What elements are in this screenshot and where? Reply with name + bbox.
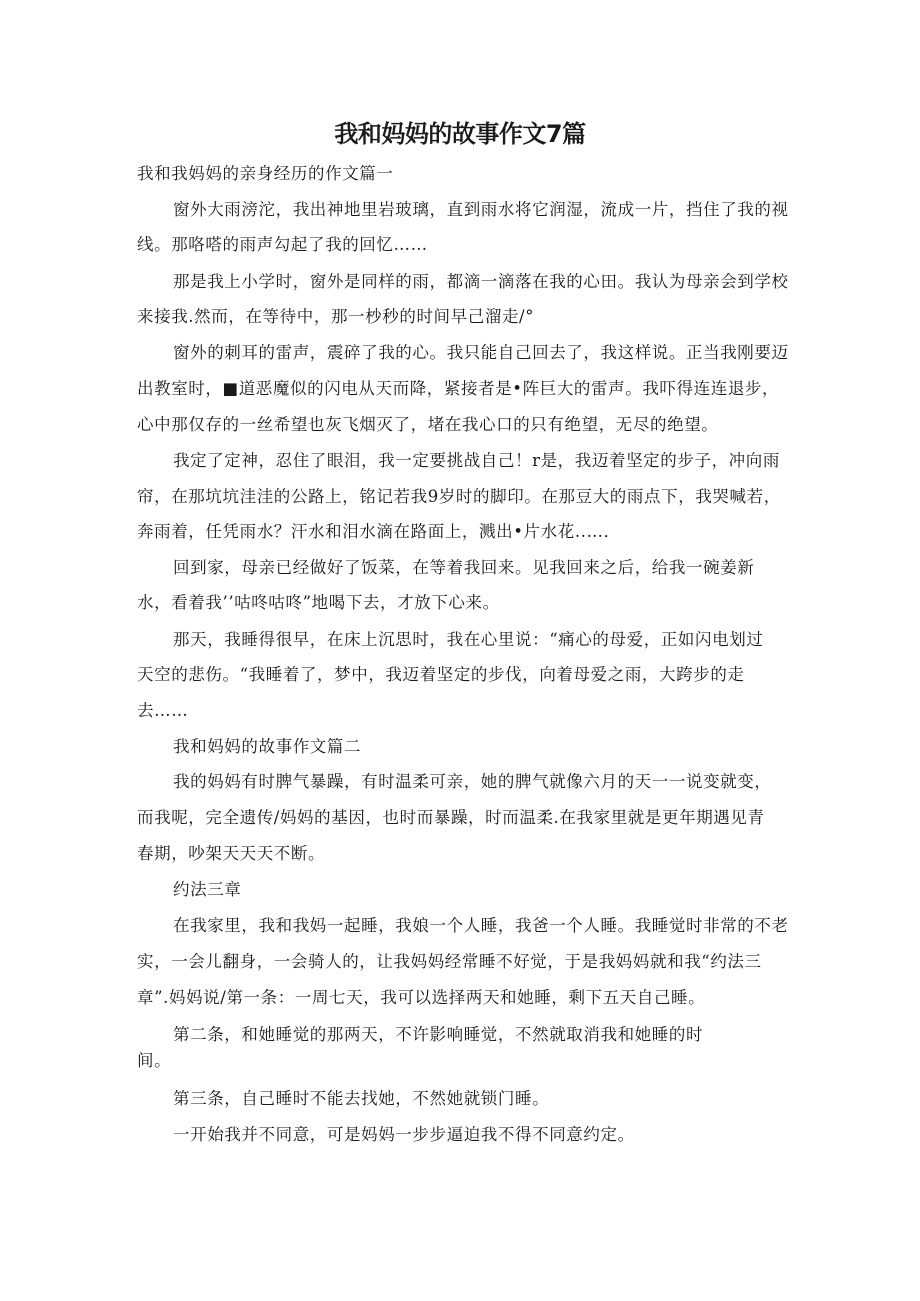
paragraph-line: 那是我上小学时，窗外是同样的雨，都滴一滴落在我的心田。我认为母亲会到学校 bbox=[173, 272, 789, 291]
section-heading-2: 我和妈妈的故事作文篇二 bbox=[173, 737, 362, 756]
paragraph-line: 水，看着我’’咕咚咕咚”地喝下去，才放下心来。 bbox=[137, 593, 500, 612]
paragraph-line: 那天，我睡得很早，在床上沉思时，我在心里说：“痛心的母爱，正如闪电划过 bbox=[173, 630, 764, 649]
paragraph-line: 来接我.然而，在等待中，那一杪秒的时间早己溜走/° bbox=[137, 307, 535, 326]
paragraph-line: 一开始我并不同意，可是妈妈一步步逼迫我不得不同意约定。 bbox=[173, 1125, 635, 1144]
paragraph-line: 天空的悲伤。“我睡着了，梦中，我迈着坚定的步伐，向着母爱之雨，大跨步的走 bbox=[137, 665, 745, 684]
paragraph-line: 奔雨着，任凭雨水？汗水和泪水滴在路面上，溅出•片水花..…． bbox=[137, 522, 621, 541]
document-title: 我和妈妈的故事作文7篇 bbox=[334, 120, 586, 148]
paragraph-line: 去…… bbox=[137, 701, 189, 720]
subsection-heading: 约法三章 bbox=[173, 880, 242, 899]
paragraph-line: 回到家，母亲已经做好了饭菜，在等着我回来。见我回来之后，给我一碗姜新 bbox=[173, 558, 755, 577]
paragraph-line: 在我家里，我和我妈一起睡，我娘一个人睡，我爸一个人睡。我睡觉时非常的不老 bbox=[173, 916, 789, 935]
paragraph-line: 心中那仅存的一丝希望也灰飞烟灭了，堵在我心口的只有绝望，无尽的绝望。 bbox=[137, 415, 719, 434]
paragraph-line: 帘，在那坑坑洼洼的公路上，铭记若我9岁时的脚印。在那豆大的雨点下，我哭喊若， bbox=[137, 487, 781, 506]
paragraph-line: 我定了定神，忍住了眼泪，我一定要挑战自己！r是，我迈着坚定的步子，冲向雨 bbox=[173, 451, 780, 470]
paragraph-line: 而我呢，完全遗传/妈妈的基因，也时而暴躁，时而温柔.在我家里就是更年期遇见青 bbox=[137, 808, 765, 827]
paragraph-line: 线。那咯嗒的雨声勾起了我的回忆…… bbox=[137, 235, 428, 254]
paragraph-line: 春期，吵架天天天不断。 bbox=[137, 844, 326, 863]
paragraph-line: 章”.妈妈说/第一条：一周七天，我可以选择两天和她睡，剩下五天自己睡。 bbox=[137, 988, 706, 1007]
paragraph-line: 第二条，和她睡觉的那两天，不许影响睡觉，不然就取消我和她睡的时 bbox=[173, 1025, 704, 1044]
paragraph-line: 窗外的刺耳的雷声，震碎了我的心。我只能自己回去了，我这样说。正当我刚要迈 bbox=[173, 343, 789, 362]
paragraph-line: 第三条，自己睡时不能去找她，不然她就锁门睡。 bbox=[173, 1089, 550, 1108]
section-heading-1: 我和我妈妈的亲身经历的作文篇一 bbox=[137, 164, 394, 183]
paragraph-line: 我的妈妈有时脾气暴躁，有时温柔可亲，她的脾气就像六月的天一一说变就变， bbox=[173, 772, 772, 791]
paragraph-line: 实，一会儿翻身，一会骑人的，让我妈妈经常睡不好觉，于是我妈妈就和我“约法三 bbox=[137, 952, 762, 971]
paragraph-line: 间。 bbox=[137, 1051, 172, 1070]
paragraph-line: 出教室时，■道恶魔似的闪电从天而降，紧接者是•阵巨大的雷声。我吓得连连退步， bbox=[137, 379, 780, 398]
paragraph-line: 窗外大雨滂沱，我出神地里岩玻璃，直到雨水将它润湿，流成一片，挡住了我的视 bbox=[173, 200, 789, 219]
